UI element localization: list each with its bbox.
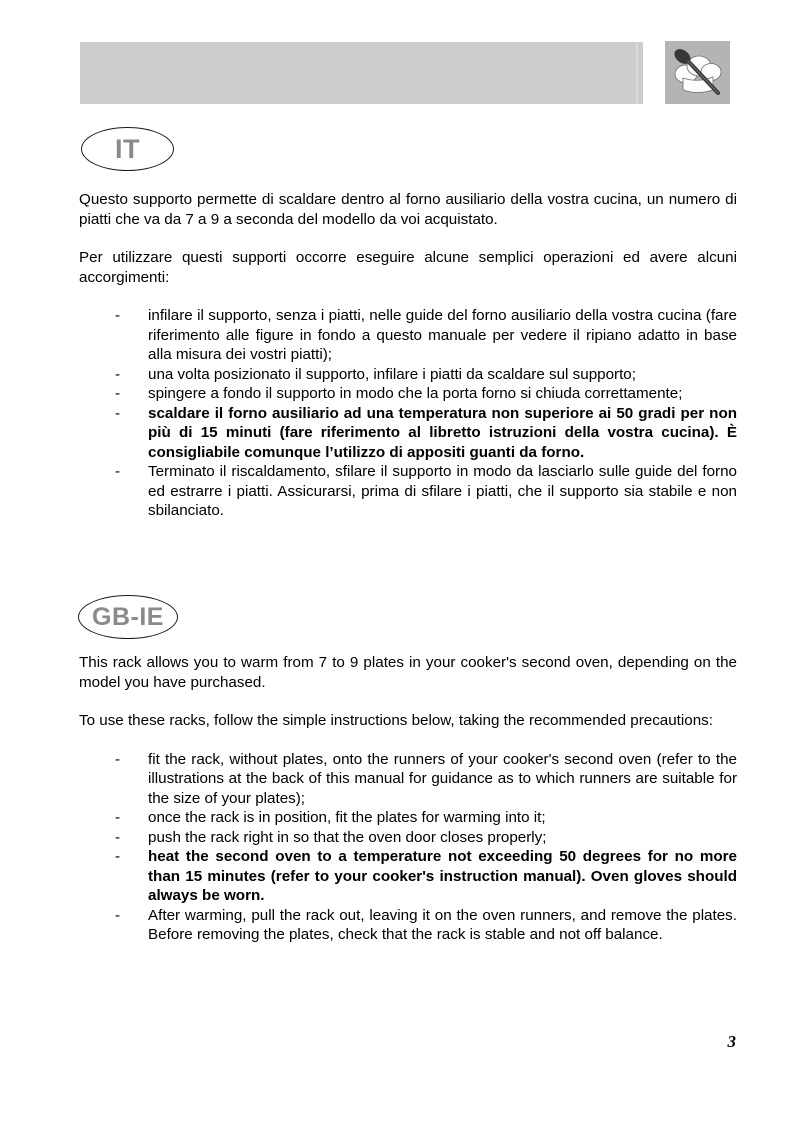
list-item-text: spingere a fondo il supporto in modo che la porta forno si chiuda correttamente; [148, 385, 683, 402]
instruction-list [79, 306, 737, 521]
list-item-text: scaldare il forno ausiliario ad una temperatura non superiore ai 50 gradi per non più di 15 minuti (fare riferimento al libretto istruzioni della vostra cucina). È consigliabile comunque l’utilizzo di appositi guanti da forno. [148, 404, 737, 461]
bullet-marker: - [115, 750, 121, 768]
list-item-text: heat the second oven to a temperature not exceeding 50 degrees for no more than 15 minutes (refer to your cooker's instruction manual). Oven gloves should always be worn. [148, 848, 737, 904]
paragraph: This rack allows you to warm from 7 to 9 plates in your cooker's second oven, depending on the model you have purchased. [79, 654, 737, 691]
list-item-warning [79, 847, 737, 906]
language-badge-it-label: IT [115, 133, 140, 164]
list-item-text: una volta posizionato il supporto, infilare i piatti da scaldare sul supporto; [148, 365, 636, 383]
bullet-marker: - [115, 848, 121, 865]
bullet-marker: - [115, 828, 121, 846]
language-badge-gb-ie [78, 595, 178, 639]
bullet-marker: - [115, 365, 121, 383]
page-number: 3 [727, 1032, 736, 1051]
list-item [79, 808, 737, 828]
list-item-text: Terminato il riscaldamento, sfilare il supporto in modo da lasciarlo sulle guide del forno ed estrarre i piatti. Assicurarsi, prima di sfilare i piatti, che il supporto sia stabile e non sbilanciato. [148, 463, 737, 519]
language-badge-gb-ie-label: GB-IE [92, 602, 164, 631]
list-item-text: push the rack right in so that the oven door closes properly; [148, 828, 547, 846]
chef-hat-spoon-icon [665, 41, 730, 104]
list-item [79, 906, 737, 945]
list-item-text: After warming, pull the rack out, leaving it on the oven runners, and remove the plates. Before removing the plates, check that the rack is stable and not off balance. [148, 906, 737, 943]
list-item [79, 306, 737, 365]
paragraph: To use these racks, follow the simple instructions below, taking the recommended precautions: [79, 712, 713, 729]
instruction-list [79, 750, 737, 945]
bullet-marker: - [115, 809, 121, 826]
bullet-marker: - [115, 404, 121, 422]
scan-artifact [0, 1110, 802, 1118]
list-item-warning [79, 404, 737, 463]
language-badge-it [81, 127, 174, 171]
section-english [79, 653, 737, 945]
list-item-text: once the rack is in position, fit the plates for warming into it; [148, 809, 546, 826]
list-item [79, 750, 737, 809]
header-band-seam [636, 42, 638, 104]
list-item [79, 384, 737, 404]
bullet-marker: - [115, 463, 121, 480]
list-item [79, 462, 737, 521]
list-item [79, 365, 737, 385]
paragraph: Per utilizzare questi supporti occorre eseguire alcune semplici operazioni ed avere alcuni accorgimenti: [79, 249, 737, 286]
bullet-marker: - [115, 385, 121, 402]
list-item-text: infilare il supporto, senza i piatti, nelle guide del forno ausiliario della vostra cucina (fare riferimento alle figure in fondo a questo manuale per vedere il ripiano adatto in base alla misura dei vostri piatti); [148, 307, 737, 363]
list-item-text: fit the rack, without plates, onto the runners of your cooker's second oven (refer to the illustrations at the back of this manual for guidance as to which runners are suitable for the size of your plates); [148, 750, 737, 807]
list-item [79, 828, 737, 848]
paragraph: Questo supporto permette di scaldare dentro al forno ausiliario della vostra cucina, un numero di piatti che va da 7 a 9 a seconda del modello da voi acquistato. [79, 191, 737, 228]
header-band [80, 42, 643, 104]
bullet-marker: - [115, 307, 121, 324]
section-italian [79, 190, 737, 521]
bullet-marker: - [115, 906, 121, 924]
